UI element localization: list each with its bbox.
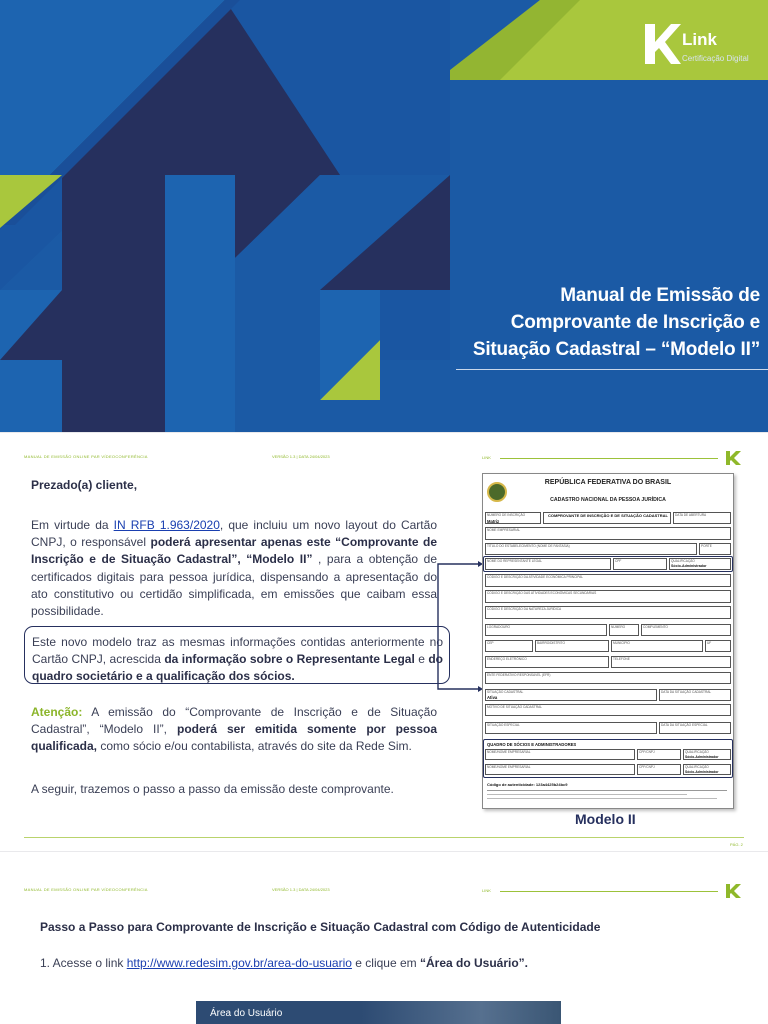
doc-label: NÚMERO DE INSCRIÇÃO: [487, 513, 526, 517]
cover-title-line: Situação Cadastral – “Modelo II”: [472, 339, 760, 360]
area-do-usuario-screenshot: [196, 1001, 561, 1024]
page-2: [0, 433, 768, 851]
area-do-usuario-label[interactable]: Área do Usuário: [210, 1008, 283, 1019]
doc-label: QUALIFICAÇÃO: [685, 750, 709, 754]
cnpj-document-image: [482, 473, 734, 809]
doc-label: CPF/CNPJ: [639, 765, 655, 769]
paragraph-next-steps: A seguir, trazemos o passo a passo da emissão deste comprovante.: [31, 782, 394, 796]
doc-highlight-socios: [483, 739, 733, 778]
paragraph-highlight-box: Este novo modelo traz as mesmas informações contidas anteriormente no Cartão CNPJ, acrescida da informação sobre o Representante Legal e do quadro societário e a qualificação dos sócios.: [24, 626, 450, 684]
page-number: PÁG. 2: [730, 842, 743, 847]
doc-label: PORTE: [701, 544, 712, 548]
doc-label: QUALIFICAÇÃO: [685, 765, 709, 769]
connector-arrows: [428, 433, 488, 693]
doc-label: SITUAÇÃO ESPECIAL: [487, 723, 520, 727]
doc-label: CÓDIGO E DESCRIÇÃO DA ATIVIDADE ECONÔMICA PRINCIPAL: [487, 575, 584, 579]
doc-highlight-representante: [483, 556, 733, 572]
doc-subtitle: CADASTRO NACIONAL DA PESSOA JURÍDICA: [550, 497, 666, 503]
header-right-text: LINK: [482, 888, 491, 893]
doc-label: DATA DA SITUAÇÃO ESPECIAL: [661, 723, 708, 727]
doc-label: DATA DA SITUAÇÃO CADASTRAL: [661, 690, 712, 694]
page-header: [24, 451, 744, 471]
doc-label: LOGRADOURO: [487, 625, 511, 629]
header-version-text: VERSÃO 1.3 | DATA 24/04/2023: [272, 454, 330, 459]
doc-auth-code: Código de autenticidade: 123a4425b24bc9: [487, 782, 568, 787]
header-left-text: MANUAL DE EMISSÃO ONLINE PAR VÍDEOCONFERÊNCIA: [24, 454, 148, 459]
figure-caption: Modelo II: [575, 811, 636, 827]
doc-label: CPF/CNPJ: [639, 750, 655, 754]
doc-label: UF: [707, 641, 712, 645]
doc-label: CEP: [487, 641, 494, 645]
doc-value: Sócio-Administrador: [685, 755, 719, 759]
doc-title: REPÚBLICA FEDERATIVA DO BRASIL: [544, 479, 672, 486]
footer-rule: [24, 837, 744, 838]
doc-label: COMPLEMENTO: [643, 625, 668, 629]
greeting: Prezado(a) cliente,: [31, 478, 138, 492]
cover-title-underline: [456, 369, 768, 370]
doc-label: MOTIVO DE SITUAÇÃO CADASTRAL: [487, 705, 543, 709]
doc-label: NOME/NOME EMPRESARIAL: [487, 765, 531, 769]
cover-title-line: Manual de Emissão de: [560, 285, 760, 306]
paragraph-attention: Atenção: A emissão do “Comprovante de Inscrição e de Situação Cadastral”, “Modelo II”, poderá ser emitida somente por pessoa qualificada, como sócio e/ou contabilista, através do site da Rede Sim.: [31, 705, 437, 754]
header-left-text: MANUAL DE EMISSÃO ONLINE PAR VÍDEOCONFERÊNCIA: [24, 887, 148, 892]
cover-title: [430, 282, 760, 363]
doc-label: NOME DO REPRESENTANTE LEGAL: [487, 559, 543, 563]
doc-value: Matriz: [487, 519, 500, 524]
doc-label: QUALIFICAÇÃO: [671, 559, 695, 563]
doc-label: CÓDIGO E DESCRIÇÃO DA NATUREZA JURÍDICA: [487, 607, 562, 611]
header-right-text: LINK: [482, 455, 491, 460]
doc-footer-line: [487, 790, 727, 791]
steps-title: Passo a Passo para Comprovante de Inscrição e Situação Cadastral com Código de Autenticidade: [40, 920, 601, 934]
page-header: [24, 884, 744, 904]
in-rfb-link[interactable]: IN RFB 1.963/2020: [113, 518, 220, 532]
doc-label: SITUAÇÃO CADASTRAL: [487, 690, 524, 694]
doc-footer-line: [487, 794, 687, 795]
doc-label: ENDEREÇO ELETRÔNICO: [487, 657, 527, 661]
paragraph-intro: Em virtude da IN RFB 1.963/2020, que incluiu um novo layout do Cartão CNPJ, o responsável poderá apresentar apenas este “Comprovante de Inscrição e de Situação Cadastral”, “Modelo II” , para a obtenção de certificados digitais para pessoa jurídica, dispensando a apresentação do ato constitutivo ou certidão simplificada, em emissões que caibam essa possibilidade.: [31, 518, 438, 619]
header-rule: [500, 891, 718, 892]
doc-label: ENTE FEDERATIVO RESPONSÁVEL (EFR): [487, 673, 551, 677]
doc-label: NÚMERO: [611, 625, 626, 629]
cover-title-line: Comprovante de Inscrição e: [510, 312, 760, 333]
doc-label: NOME/NOME EMPRESARIAL: [487, 750, 531, 754]
doc-box-title: COMPROVANTE DE INSCRIÇÃO E DE SITUAÇÃO CADASTRAL: [548, 513, 668, 518]
screenshot-background: [361, 1001, 561, 1024]
doc-label: CPF: [615, 559, 622, 563]
doc-label: TELEFONE: [613, 657, 630, 661]
link-k-icon: [724, 883, 744, 899]
redesim-link[interactable]: http://www.redesim.gov.br/area-do-usuario: [126, 956, 352, 970]
doc-label: NOME EMPRESARIAL: [487, 528, 521, 532]
header-version-text: VERSÃO 1.3 | DATA 24/04/2023: [272, 887, 330, 892]
doc-label: TÍTULO DO ESTABELECIMENTO (NOME DE FANTASIA): [487, 544, 570, 548]
doc-footer-line: [487, 798, 717, 799]
doc-value: Sócio-Administrador: [671, 564, 707, 568]
doc-field: [485, 527, 731, 540]
doc-value: Sócio-Administrador: [685, 770, 719, 774]
link-k-icon: [724, 450, 744, 466]
doc-label: CÓDIGO E DESCRIÇÃO DAS ATIVIDADES ECONÔMICAS SECUNDÁRIAS: [487, 591, 597, 595]
header-rule: [500, 458, 718, 459]
step-1: 1. Acesse o link http://www.redesim.gov.br/area-do-usuario e clique em “Área do Usuário”.: [40, 956, 529, 970]
logo-name: Link: [682, 30, 717, 49]
page-3: [0, 852, 768, 1024]
doc-label: DATA DE ABERTURA: [675, 513, 707, 517]
doc-value: Ativa: [487, 695, 498, 700]
doc-label: MUNICÍPIO: [613, 641, 630, 645]
logo-tagline: Certificação Digital: [682, 54, 749, 63]
cover-page: [0, 0, 768, 432]
doc-section-title: QUADRO DE SÓCIOS E ADMINISTRADORES: [487, 742, 577, 747]
doc-label: BAIRRO/DISTRITO: [537, 641, 565, 645]
